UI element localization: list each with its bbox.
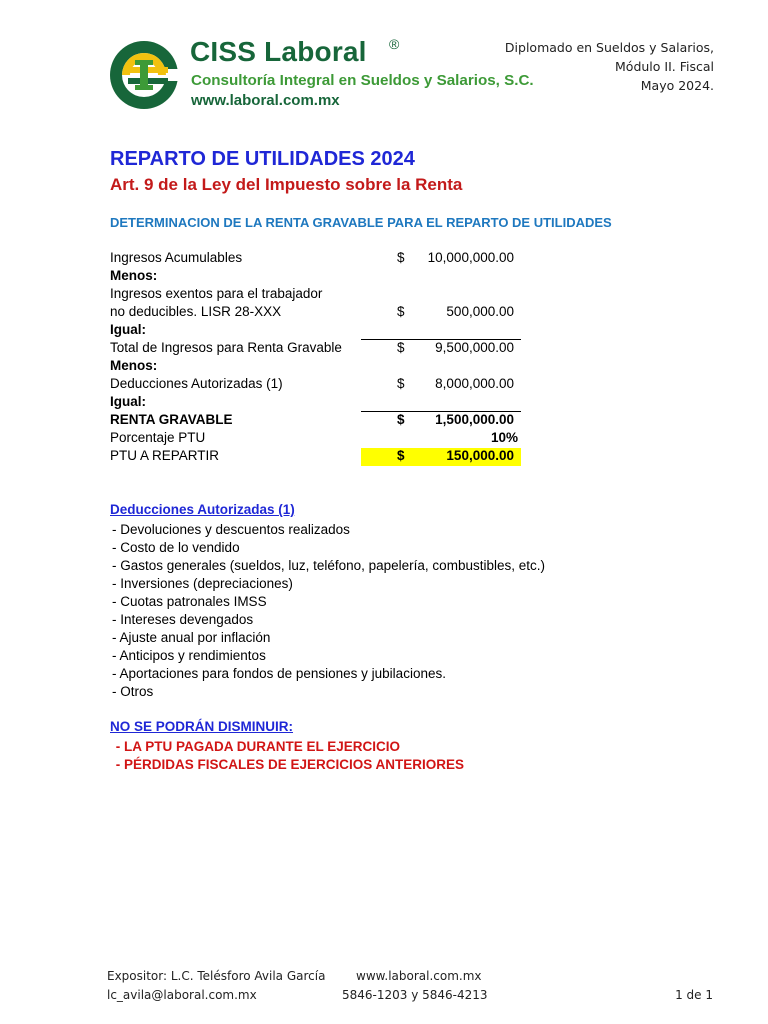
row-label: Ingresos Acumulables xyxy=(110,250,243,265)
calc-row-exentos-2 xyxy=(110,304,530,322)
list-item: - Inversiones (depreciaciones) xyxy=(112,576,293,591)
deductions-heading: Deducciones Autorizadas (1) xyxy=(110,502,295,517)
row-label: Ingresos exentos para el trabajador xyxy=(110,286,323,301)
row-amount: 8,000,000.00 xyxy=(435,376,514,391)
currency-sign: $ xyxy=(397,448,405,463)
row-amount: 10% xyxy=(490,430,518,445)
registered-mark: ® xyxy=(389,36,400,52)
row-label: no deducibles. LISR 28-XXX xyxy=(110,304,282,319)
list-item: - Costo de lo vendido xyxy=(112,540,240,555)
row-label: Porcentaje PTU xyxy=(110,430,206,445)
footer-email: lc_avila@laboral.com.mx xyxy=(107,988,257,1002)
list-item: - Intereses devengados xyxy=(112,612,254,627)
footer-website: www.laboral.com.mx xyxy=(356,969,482,983)
list-item: - Otros xyxy=(112,684,154,699)
row-amount: 10,000,000.00 xyxy=(427,250,514,265)
row-label: Menos: xyxy=(110,358,158,373)
currency-sign: $ xyxy=(397,304,405,319)
calc-row-exentos-1 xyxy=(110,286,530,304)
calc-row-menos xyxy=(110,358,530,376)
row-label: Deducciones Autorizadas (1) xyxy=(110,376,283,391)
deductions-list xyxy=(112,521,545,701)
currency-sign: $ xyxy=(397,412,405,427)
list-item: - PÉRDIDAS FISCALES DE EJERCICIOS ANTERIORES xyxy=(112,757,465,772)
row-label: Total de Ingresos para Renta Gravable xyxy=(110,340,342,355)
currency-sign: $ xyxy=(397,250,405,265)
list-item: - Cuotas patronales IMSS xyxy=(112,594,267,609)
company-logo xyxy=(108,36,534,116)
brand-website: www.laboral.com.mx xyxy=(191,92,340,109)
calc-row-igual xyxy=(110,394,530,412)
calc-row-ptu xyxy=(110,448,530,466)
row-label: Igual: xyxy=(110,322,146,337)
currency-sign: $ xyxy=(397,376,405,391)
calc-row-menos xyxy=(110,268,530,286)
row-label: PTU A REPARTIR xyxy=(110,448,220,463)
brand-name: CISS Laboral xyxy=(190,36,367,67)
row-label: RENTA GRAVABLE xyxy=(110,412,233,427)
page-number: 1 de 1 xyxy=(675,988,713,1002)
calc-row-deducciones xyxy=(110,376,530,394)
row-label: Menos: xyxy=(110,268,158,283)
course-info xyxy=(505,38,714,95)
list-item: - LA PTU PAGADA DURANTE EL EJERCICIO xyxy=(112,739,401,754)
restrictions-list xyxy=(112,738,464,774)
row-amount: 9,500,000.00 xyxy=(435,340,514,355)
calc-row-renta-gravable xyxy=(110,412,530,430)
list-item: - Anticipos y rendimientos xyxy=(112,648,266,663)
ciss-logo-icon xyxy=(108,36,180,114)
course-line-2: Módulo II. Fiscal xyxy=(615,59,714,74)
row-label: Igual: xyxy=(110,394,146,409)
course-line-1: Diplomado en Sueldos y Salarios, xyxy=(504,40,714,55)
footer-contact xyxy=(107,967,325,1005)
page-title: REPARTO DE UTILIDADES 2024 xyxy=(110,148,415,170)
currency-sign: $ xyxy=(397,340,405,355)
footer-phones: 5846-1203 y 5846-4213 xyxy=(342,988,488,1002)
row-amount: 500,000.00 xyxy=(446,304,514,319)
restrictions-heading: NO SE PODRÁN DISMINUIR: xyxy=(110,719,294,734)
calc-row-igual xyxy=(110,322,530,340)
list-item: - Aportaciones para fondos de pensiones y jubilaciones. xyxy=(112,666,446,681)
section-heading: DETERMINACION DE LA RENTA GRAVABLE PARA EL REPARTO DE UTILIDADES xyxy=(110,215,612,230)
brand-subtitle: Consultoría Integral en Sueldos y Salarios, S.C. xyxy=(191,72,534,89)
row-amount: 1,500,000.00 xyxy=(435,412,514,427)
course-line-3: Mayo 2024. xyxy=(640,78,714,93)
list-item: - Devoluciones y descuentos realizados xyxy=(112,522,350,537)
footer-expositor: Expositor: L.C. Telésforo Avila García xyxy=(107,969,326,983)
footer-company xyxy=(342,967,488,1005)
list-item: - Gastos generales (sueldos, luz, teléfono, papelería, combustibles, etc.) xyxy=(112,558,545,573)
calc-row-porcentaje xyxy=(110,430,530,448)
calc-row-total xyxy=(110,340,530,358)
list-item: - Ajuste anual por inflación xyxy=(112,630,271,645)
page-subtitle: Art. 9 de la Ley del Impuesto sobre la Renta xyxy=(110,175,463,194)
row-amount: 150,000.00 xyxy=(446,448,514,463)
calc-row-ingresos xyxy=(110,250,530,268)
